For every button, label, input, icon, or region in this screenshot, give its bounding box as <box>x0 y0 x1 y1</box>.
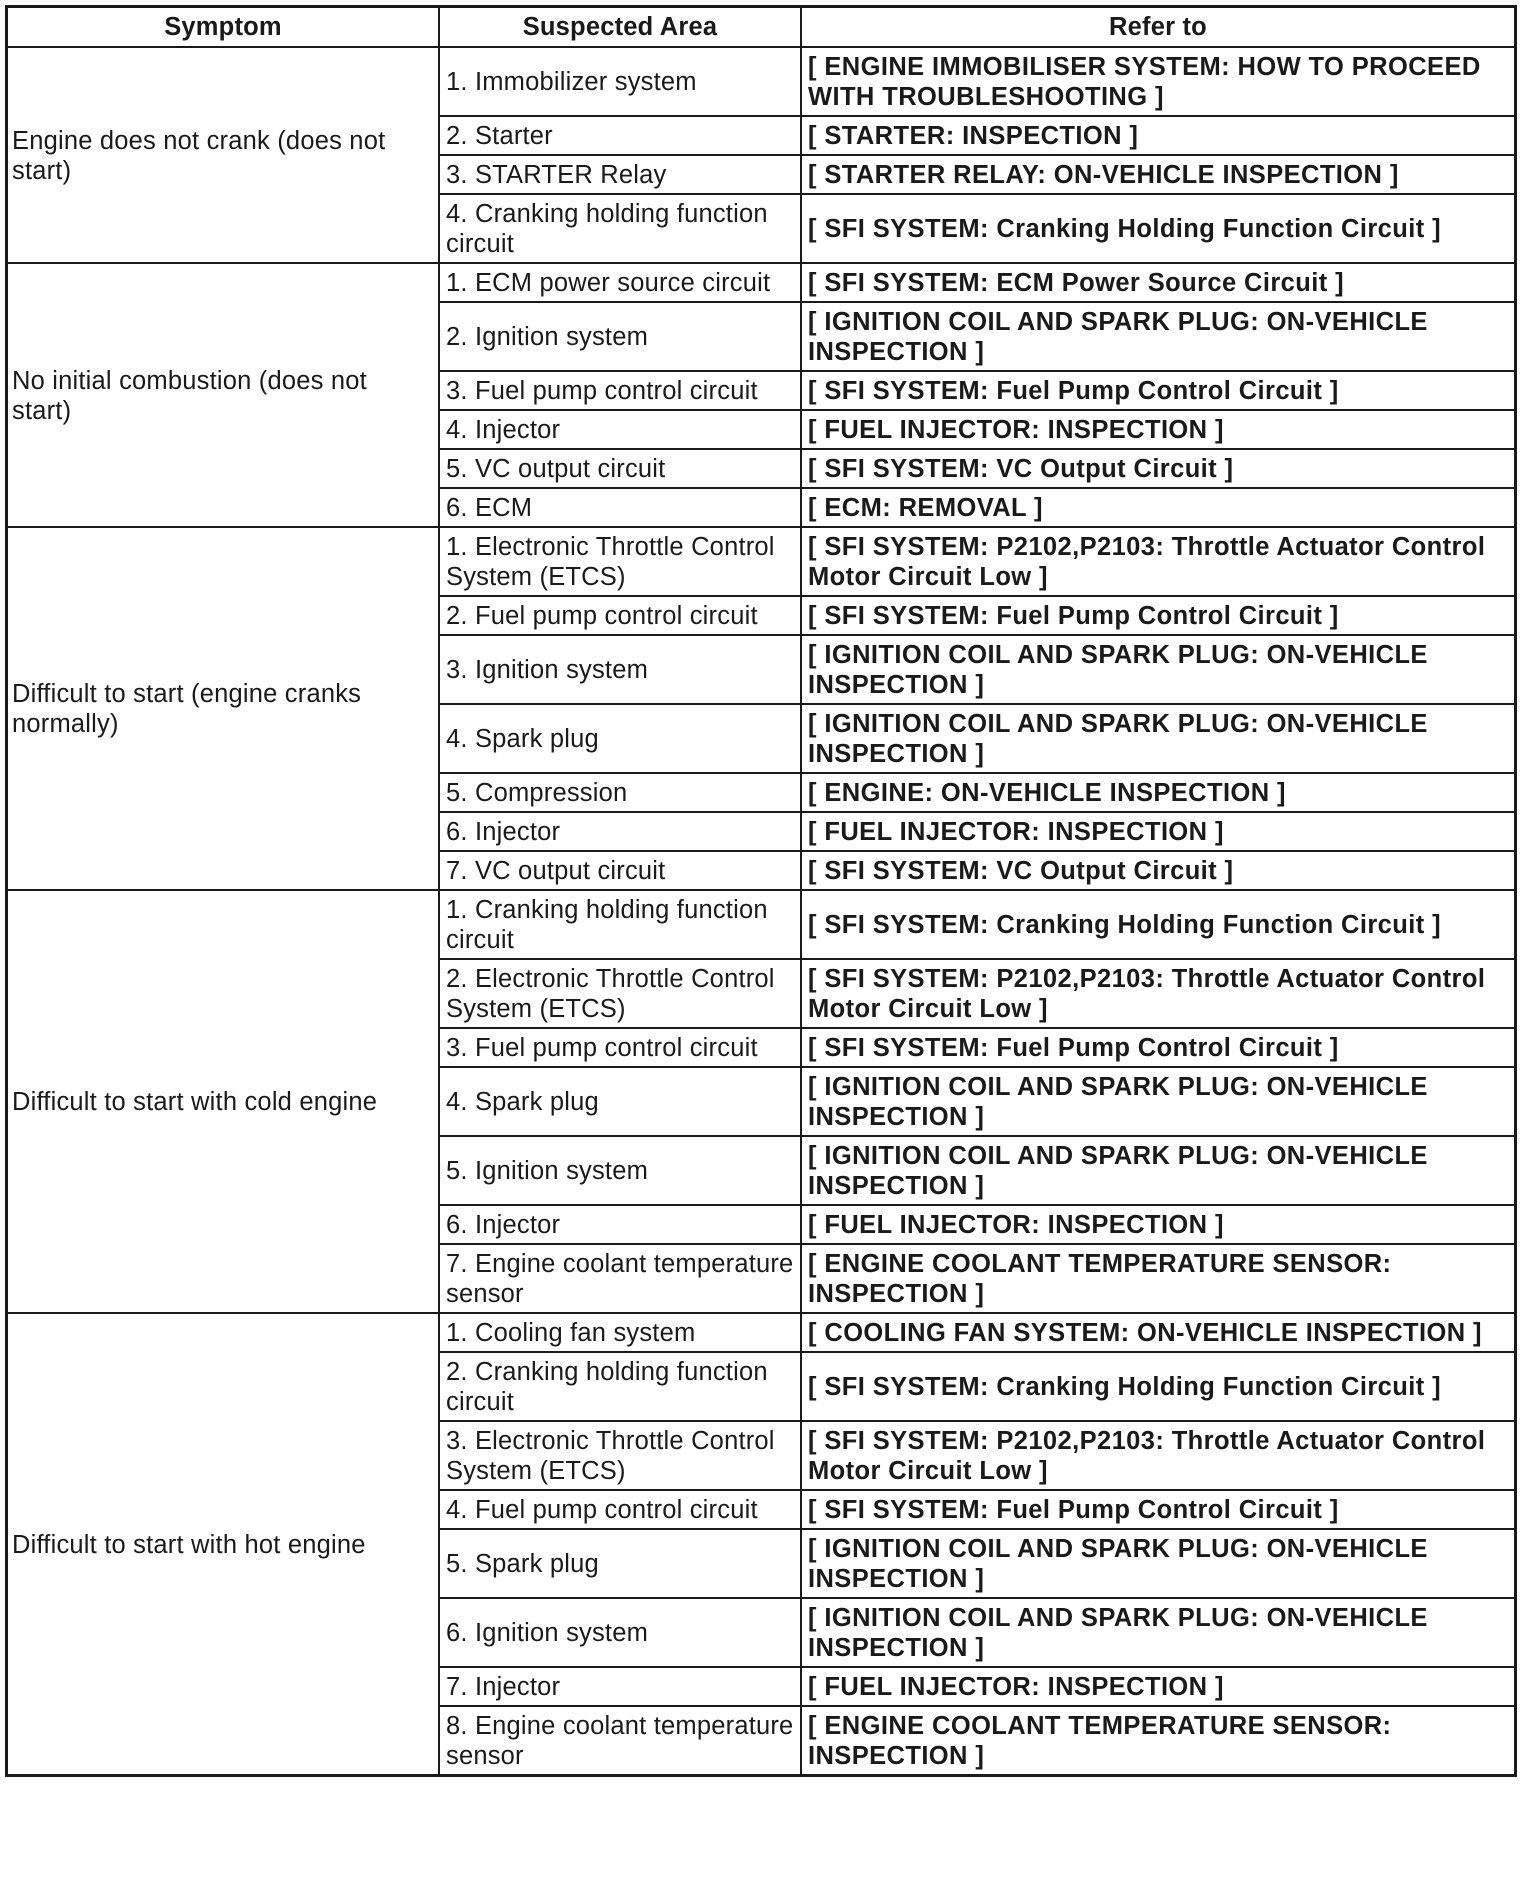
refer-to-link[interactable]: [ FUEL INJECTOR: INSPECTION ] <box>801 1667 1515 1706</box>
suspected-area-cell: 5. Spark plug <box>439 1529 801 1598</box>
refer-to-link[interactable]: [ SFI SYSTEM: Fuel Pump Control Circuit ] <box>801 371 1515 410</box>
refer-to-link[interactable]: [ SFI SYSTEM: Cranking Holding Function Circuit ] <box>801 890 1515 959</box>
suspected-area-cell: 2. Fuel pump control circuit <box>439 596 801 635</box>
refer-to-link[interactable]: [ SFI SYSTEM: Fuel Pump Control Circuit ] <box>801 1490 1515 1529</box>
suspected-area-cell: 6. Injector <box>439 812 801 851</box>
suspected-area-cell: 2. Electronic Throttle Control System (ETCS) <box>439 959 801 1028</box>
refer-to-link[interactable]: [ IGNITION COIL AND SPARK PLUG: ON-VEHICLE INSPECTION ] <box>801 704 1515 773</box>
refer-to-link[interactable]: [ SFI SYSTEM: Cranking Holding Function Circuit ] <box>801 1352 1515 1421</box>
suspected-area-cell: 3. Ignition system <box>439 635 801 704</box>
refer-to-link[interactable]: [ SFI SYSTEM: Fuel Pump Control Circuit ] <box>801 1028 1515 1067</box>
refer-to-link[interactable]: [ ENGINE: ON-VEHICLE INSPECTION ] <box>801 773 1515 812</box>
refer-to-link[interactable]: [ IGNITION COIL AND SPARK PLUG: ON-VEHICLE INSPECTION ] <box>801 1598 1515 1667</box>
suspected-area-cell: 5. VC output circuit <box>439 449 801 488</box>
suspected-area-cell: 1. Cranking holding function circuit <box>439 890 801 959</box>
suspected-area-cell: 2. Ignition system <box>439 302 801 371</box>
suspected-area-cell: 1. Cooling fan system <box>439 1313 801 1352</box>
refer-to-link[interactable]: [ SFI SYSTEM: VC Output Circuit ] <box>801 851 1515 890</box>
refer-to-link[interactable]: [ SFI SYSTEM: P2102,P2103: Throttle Actuator Control Motor Circuit Low ] <box>801 959 1515 1028</box>
table-row <box>7 1313 1515 1352</box>
suspected-area-cell: 5. Compression <box>439 773 801 812</box>
suspected-area-cell: 2. Cranking holding function circuit <box>439 1352 801 1421</box>
suspected-area-cell: 4. Injector <box>439 410 801 449</box>
refer-to-link[interactable]: [ FUEL INJECTOR: INSPECTION ] <box>801 410 1515 449</box>
refer-to-link[interactable]: [ COOLING FAN SYSTEM: ON-VEHICLE INSPECTION ] <box>801 1313 1515 1352</box>
refer-to-link[interactable]: [ ECM: REMOVAL ] <box>801 488 1515 527</box>
refer-to-link[interactable]: [ IGNITION COIL AND SPARK PLUG: ON-VEHICLE INSPECTION ] <box>801 635 1515 704</box>
suspected-area-cell: 1. ECM power source circuit <box>439 263 801 302</box>
refer-to-link[interactable]: [ FUEL INJECTOR: INSPECTION ] <box>801 1205 1515 1244</box>
table-row <box>7 890 1515 959</box>
refer-to-link[interactable]: [ IGNITION COIL AND SPARK PLUG: ON-VEHICLE INSPECTION ] <box>801 1136 1515 1205</box>
refer-to-link[interactable]: [ SFI SYSTEM: Fuel Pump Control Circuit ] <box>801 596 1515 635</box>
suspected-area-cell: 5. Ignition system <box>439 1136 801 1205</box>
symptom-cell: Difficult to start with cold engine <box>7 890 439 1313</box>
refer-to-link[interactable]: [ ENGINE COOLANT TEMPERATURE SENSOR: INSPECTION ] <box>801 1706 1515 1775</box>
suspected-area-cell: 2. Starter <box>439 116 801 155</box>
refer-to-link[interactable]: [ IGNITION COIL AND SPARK PLUG: ON-VEHICLE INSPECTION ] <box>801 1529 1515 1598</box>
refer-to-link[interactable]: [ SFI SYSTEM: ECM Power Source Circuit ] <box>801 263 1515 302</box>
refer-to-link[interactable]: [ FUEL INJECTOR: INSPECTION ] <box>801 812 1515 851</box>
refer-to-link[interactable]: [ STARTER: INSPECTION ] <box>801 116 1515 155</box>
suspected-area-cell: 7. Engine coolant temperature sensor <box>439 1244 801 1313</box>
header-refer-to: Refer to <box>801 7 1515 47</box>
suspected-area-cell: 4. Spark plug <box>439 704 801 773</box>
header-suspected-area: Suspected Area <box>439 7 801 47</box>
suspected-area-cell: 4. Cranking holding function circuit <box>439 194 801 263</box>
refer-to-link[interactable]: [ IGNITION COIL AND SPARK PLUG: ON-VEHICLE INSPECTION ] <box>801 302 1515 371</box>
suspected-area-cell: 7. Injector <box>439 1667 801 1706</box>
header-symptom: Symptom <box>7 7 439 47</box>
suspected-area-cell: 7. VC output circuit <box>439 851 801 890</box>
suspected-area-cell: 3. STARTER Relay <box>439 155 801 194</box>
refer-to-link[interactable]: [ SFI SYSTEM: Cranking Holding Function Circuit ] <box>801 194 1515 263</box>
refer-to-link[interactable]: [ ENGINE COOLANT TEMPERATURE SENSOR: INSPECTION ] <box>801 1244 1515 1313</box>
table-row <box>7 263 1515 302</box>
refer-to-link[interactable]: [ SFI SYSTEM: VC Output Circuit ] <box>801 449 1515 488</box>
symptom-cell: No initial combustion (does not start) <box>7 263 439 527</box>
symptom-cell: Difficult to start with hot engine <box>7 1313 439 1775</box>
symptom-cell: Engine does not crank (does not start) <box>7 47 439 263</box>
symptom-cell: Difficult to start (engine cranks normally) <box>7 527 439 890</box>
table-body <box>7 47 1515 1775</box>
suspected-area-cell: 1. Electronic Throttle Control System (ETCS) <box>439 527 801 596</box>
refer-to-link[interactable]: [ STARTER RELAY: ON-VEHICLE INSPECTION ] <box>801 155 1515 194</box>
table-row <box>7 47 1515 116</box>
refer-to-link[interactable]: [ SFI SYSTEM: P2102,P2103: Throttle Actuator Control Motor Circuit Low ] <box>801 1421 1515 1490</box>
table-header-row <box>7 7 1515 47</box>
suspected-area-cell: 3. Electronic Throttle Control System (ETCS) <box>439 1421 801 1490</box>
table-row <box>7 527 1515 596</box>
refer-to-link[interactable]: [ ENGINE IMMOBILISER SYSTEM: HOW TO PROCEED WITH TROUBLESHOOTING ] <box>801 47 1515 116</box>
suspected-area-cell: 8. Engine coolant temperature sensor <box>439 1706 801 1775</box>
refer-to-link[interactable]: [ IGNITION COIL AND SPARK PLUG: ON-VEHICLE INSPECTION ] <box>801 1067 1515 1136</box>
suspected-area-cell: 6. Injector <box>439 1205 801 1244</box>
troubleshooting-table <box>6 6 1516 1776</box>
suspected-area-cell: 4. Spark plug <box>439 1067 801 1136</box>
suspected-area-cell: 1. Immobilizer system <box>439 47 801 116</box>
suspected-area-cell: 3. Fuel pump control circuit <box>439 1028 801 1067</box>
suspected-area-cell: 6. Ignition system <box>439 1598 801 1667</box>
suspected-area-cell: 6. ECM <box>439 488 801 527</box>
suspected-area-cell: 4. Fuel pump control circuit <box>439 1490 801 1529</box>
suspected-area-cell: 3. Fuel pump control circuit <box>439 371 801 410</box>
refer-to-link[interactable]: [ SFI SYSTEM: P2102,P2103: Throttle Actuator Control Motor Circuit Low ] <box>801 527 1515 596</box>
